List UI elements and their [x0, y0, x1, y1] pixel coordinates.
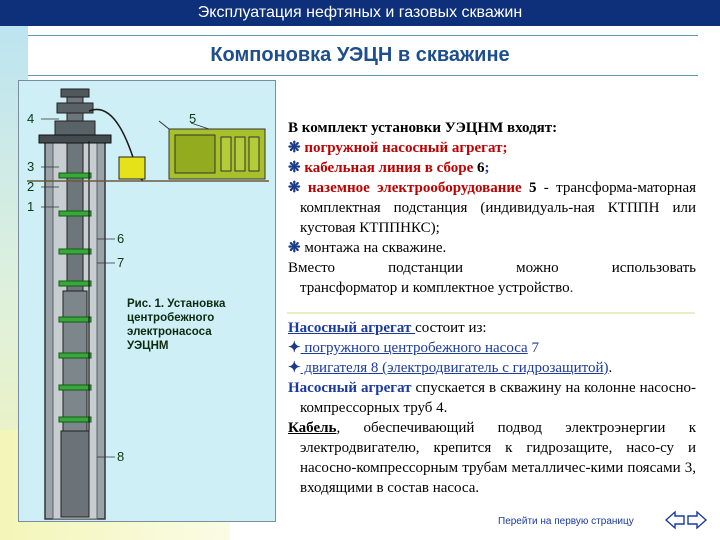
wellhead-top [61, 89, 89, 97]
header-bar [0, 0, 720, 26]
kit-item-1-text: погружной насосный агрегат; [304, 140, 508, 156]
pump-lowered-rest: спускается в скважину на колонне насосно-компрессорных труб 4. [300, 380, 696, 416]
kit-item-3-num: 5 [528, 180, 537, 196]
pump-lowered [288, 378, 696, 418]
well-figure [18, 80, 276, 522]
pump-heading-rest: состоит из: [415, 320, 487, 336]
kit-note-lead: Вместо подстанции можно использовать [288, 260, 696, 276]
substation-doors [221, 137, 259, 171]
pump-section [63, 291, 87, 431]
prev-arrow-icon[interactable] [666, 512, 684, 528]
label-4: 4 [27, 111, 35, 126]
substation-pole [159, 121, 169, 129]
kit-intro: В комплект установки УЭЦНМ входят: [288, 120, 558, 136]
motor-section [61, 431, 89, 517]
bullet-diamond-icon: ✦ [288, 360, 301, 376]
title-divider [28, 75, 698, 76]
kit-item-2-num: 6 [477, 160, 485, 176]
label-7: 7 [117, 255, 125, 270]
bullet-star-icon: ❋ [288, 240, 301, 256]
wellhead-flange [39, 135, 111, 143]
label-8: 8 [117, 449, 125, 464]
bullet-star-icon: ❋ [288, 140, 301, 156]
bullet-star-icon: ❋ [288, 180, 301, 196]
kit-item-2 [288, 158, 696, 178]
kit-item-2-text: кабельная линия в сборе [304, 160, 478, 176]
first-page-link[interactable]: Перейти на первую страницу [498, 516, 634, 527]
kit-item-4-text: монтажа на скважине. [304, 240, 447, 256]
wellhead-base [55, 121, 95, 135]
wellhead-mid [57, 103, 93, 113]
slide-title: Компоновка УЭЦН в скважине [210, 44, 510, 66]
label-2: 2 [27, 179, 35, 194]
kit-item-3 [288, 178, 696, 238]
junction-box [119, 157, 145, 179]
bullet-diamond-icon: ✦ [288, 340, 301, 356]
nav-arrows [664, 510, 708, 530]
pump-cable [288, 418, 696, 498]
pump-part-1-link[interactable]: погружного центробежного насоса [300, 340, 528, 356]
pump-heading [288, 318, 696, 338]
kit-note-rest [288, 278, 696, 298]
kit-item-2-end: ; [484, 160, 490, 176]
pump-cable-lead: Кабель [288, 420, 337, 436]
header-title: Эксплуатация нефтяных и газовых скважин [197, 4, 523, 21]
kit-item-3-rest: - трансформа-маторная комплектная подстанция (индивидуаль-ная КТППН или кустовая КТППНКС); [300, 180, 696, 236]
kit-note-end: . [569, 280, 574, 296]
label-6: 6 [117, 231, 125, 246]
kit-item-3-text: наземное электрооборудование [307, 180, 529, 196]
pump-block [288, 318, 696, 498]
kit-item-1 [288, 138, 696, 158]
figure-caption: Рис. 1. Установка центробежного электронасоса УЭЦНМ [127, 298, 226, 352]
kit-block [288, 118, 696, 298]
top-divider [28, 35, 698, 36]
label-5: 5 [189, 111, 197, 126]
next-arrow-icon[interactable] [688, 512, 706, 528]
pump-part-1-num: 7 [527, 340, 539, 356]
section-separator [287, 312, 695, 314]
kit-note-rest-text: трансформатор и комплектное устройство [300, 280, 570, 296]
pump-part-2 [288, 358, 696, 378]
pump-lowered-lead: Насосный агрегат [288, 380, 412, 396]
pump-part-1 [288, 338, 696, 358]
kit-item-4 [288, 238, 696, 258]
bullet-star-icon: ❋ [288, 160, 301, 176]
label-3: 3 [27, 159, 35, 174]
substation-panel [175, 135, 215, 173]
label-1: 1 [27, 199, 35, 214]
pump-cable-rest: , обеспечивающий подвод электроэнергии к электродвигателю, крепится к гидрозащите, насо-су и насосно-компрессорным трубам металличес-кими поясами 3, входящими в состав насоса. [300, 420, 696, 496]
pump-part-2-link[interactable]: двигателя 8 (электродвигатель с гидрозащитой) [300, 360, 609, 376]
pump-heading-link[interactable]: Насосный агрегат [288, 320, 416, 336]
pump-part-2-end: . [608, 360, 613, 376]
